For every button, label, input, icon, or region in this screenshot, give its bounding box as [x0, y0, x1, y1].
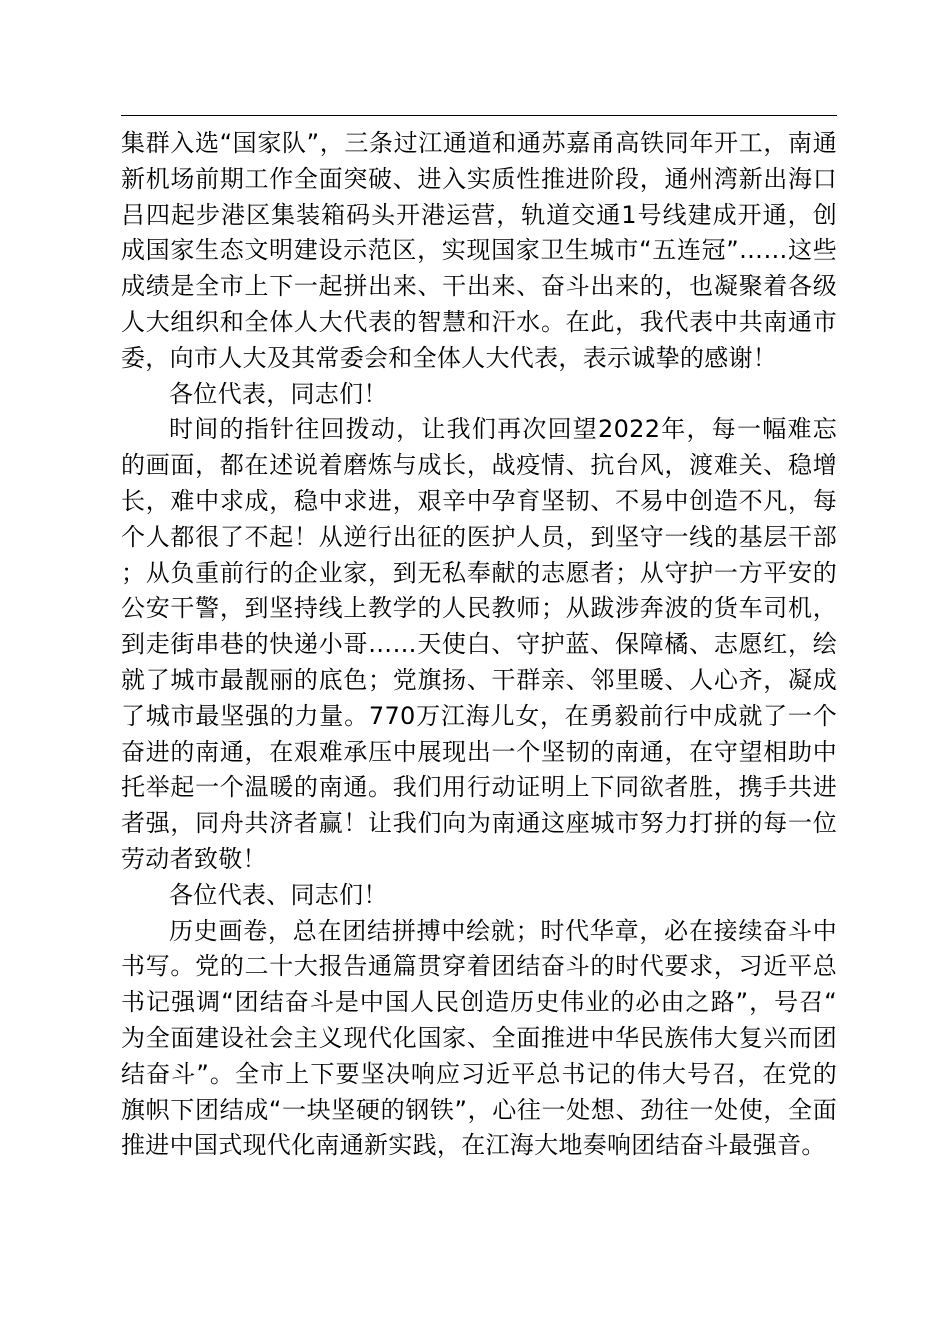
paragraph-unity-struggle: 历史画卷，总在团结拼搏中绘就；时代华章，必在接续奋斗中书写。党的二十大报告通篇贯穿着团结奋斗的时代要求，习近平总书记强调“团结奋斗是中国人民创造历史伟业的必由之路”，号召“为全面建设社会主义现代化国家、全面推进中华民族伟大复兴而团结奋斗”。全市上下要坚决响应习近平总书记的伟大号召，在党的旗帜下团结成“一块坚硬的钢铁”，心往一处想、劲往一处使，全面推进中国式现代化南通新实践，在江海大地奏响团结奋斗最强音。	[121, 916, 837, 1160]
paragraph-review-2022: 时间的指针往回拨动，让我们再次回望2022年，每一幅难忘的画面，都在述说着磨炼与成长，战疫情、抗台风，渡难关、稳增长，难中求成，稳中求进，艰辛中孕育坚韧、不易中创造不凡，每个人都很了不起！从逆行出征的医护人员，到坚守一线的基层干部；从负重前行的企业家，到无私奉献的志愿者；从守护一方平安的公安干警，到坚持线上教学的人民教师；从跋涉奔波的货车司机，到走街串巷的快递小哥……天使白、守护蓝、保障橘、志愿红，绘就了城市最靓丽的底色；党旗扬、干群亲、邻里暖、人心齐，凝成了城市最坚强的力量。770万江海儿女，在勇毅前行中成就了一个奋进的南通，在艰难承压中展现出一个坚韧的南通，在守望相助中托举起一个温暖的南通。我们用行动证明上下同欲者胜，携手共进者强，同舟共济者赢！让我们向为南通这座城市努力打拼的每一位劳动者致敬！	[121, 415, 837, 873]
document-body	[121, 126, 837, 1164]
paragraph-salutation: 各位代表、同志们！	[169, 880, 388, 909]
paragraph-continuation: 集群入选“国家队”，三条过江通道和通苏嘉甬高铁同年开工，南通新机场前期工作全面突破、进入实质性推进阶段，通州湾新出海口吕四起步港区集装箱码头开港运营，轨道交通1号线建成开通，创成国家生态文明建设示范区，实现国家卫生城市“五连冠”……这些成绩是全市上下一起拼出来、干出来、奋斗出来的，也凝聚着各级人大组织和全体人大代表的智慧和汗水。在此，我代表中共南通市委，向市人大及其常委会和全体人大代表，表示诚挚的感谢！	[121, 129, 837, 372]
header-rule	[121, 115, 837, 116]
paragraph-salutation: 各位代表，同志们！	[169, 379, 388, 408]
